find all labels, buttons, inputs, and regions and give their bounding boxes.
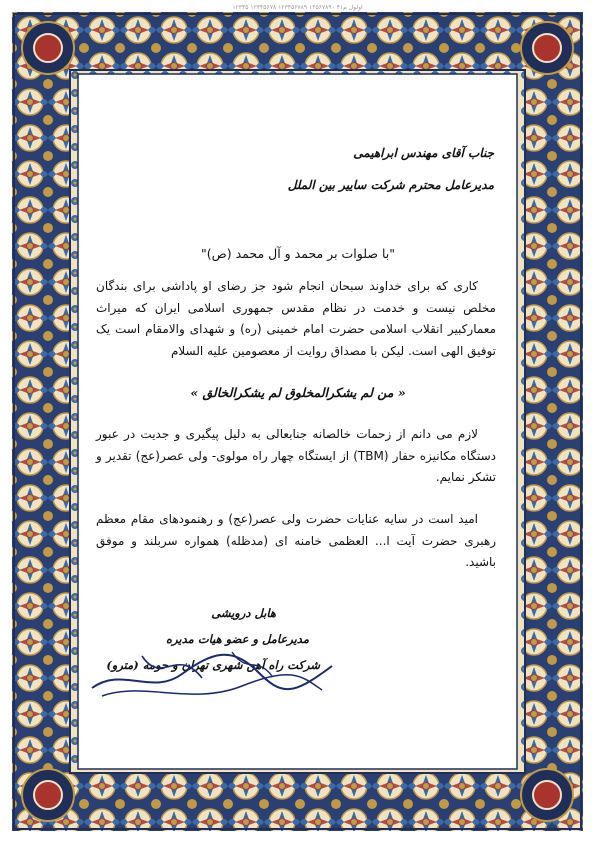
letter-body [82,78,514,754]
salutation: "با صلوات بر محمد و آل محمد (ص)" [201,246,395,261]
signature-block [82,596,514,716]
header-strip: اولول م۴۱ ۱۴۵۶۷۸۹۰ ۱۲۳۴۵۶۷۸۹ ۱۲۳۴۵۶۷۸ ۱۲۳۴۵ [232,4,363,11]
paragraph-2: لازم می دانم از زحمات خالصانه جنابعالی به دلیل پیگیری و جدیت در عبور دستگاه مکانیزه حفار (TBM) از ایستگاه چهار راه مولوی- ولی عصر(عج) تقدیر و تشکر نمایم. [96,427,497,484]
recipient-name: جناب آقای مهندس ابراهیمی [353,146,494,160]
paragraph-1: کاری که برای خداوند سبحان انجام شود جز رضای او پاداشی برای بندگان مخلص نیست و خدمت در نظام مقدس جمهوری اسلامی ایران که میراث معمارکبیر انقلاب اسلامی حضرت امام خمینی (ره) و شهدای والامقام است یک توفیق الهی است. لیکن با مصداق روایت از معصومین علیه السلام [96,279,496,358]
signatory-company: شرکت راه آهن شهری تهران و حومه (مترو) [106,658,320,672]
signatory-name: هابل درویشی [211,606,276,620]
recipient-title: مدیرعامل محترم شرکت ساییر بین الملل [287,178,494,192]
hadith-quote: « من لم یشکرالمخلوق لم یشکرالخالق » [190,385,406,400]
paragraph-3: امید است در سایه عنایات حضرت ولی عصر(عج) و رهنمودهای مقام معظم رهبری حضرت آیت ا... العظمی خامنه ای (مدظله) همواره سربلند و موفق باشید. [96,512,496,569]
signatory-title: مدیرعامل و عضو هیات مدیره [166,632,309,646]
handwritten-signature [82,626,342,716]
